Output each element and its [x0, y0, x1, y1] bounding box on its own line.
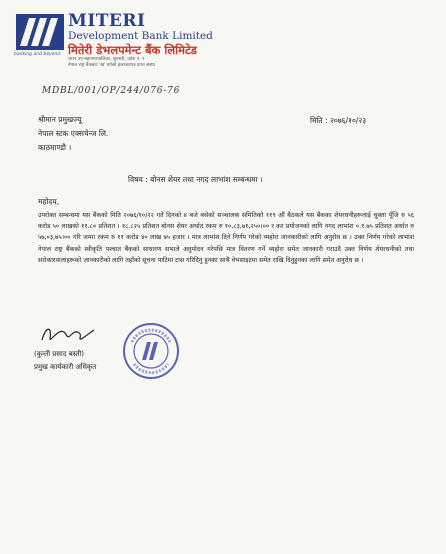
signer-title: प्रमुख कार्यकारी अधिकृत — [34, 363, 97, 371]
reference-number: MDBL/001/OP/244/076-76 — [42, 86, 181, 96]
addressee-line-3: काठमाण्डौ । — [38, 143, 72, 152]
letter-date: मिति : २०७६/१०/२३ — [310, 116, 367, 125]
bank-name-sub: Development Bank Limited — [68, 30, 213, 42]
addressee-line-2: नेपाल स्टक एक्सचेन्ज लि. — [38, 129, 109, 138]
bank-address-line-1: धरान उप-महानगरपालिका, सुनसरी, प्रदेश नं. १ — [68, 57, 145, 62]
signer-name: (कुन्ती प्रसाद बस्ती) — [34, 350, 85, 358]
letter-subject: विषय : बोनस शेयर तथा नगद लाभांश सम्बन्धमा । — [128, 175, 263, 184]
bank-address-line-2: नेपाल राष्ट्र बैंकबाट 'ख' वर्गको इजाजतपत्र प्राप्त संस्था — [68, 63, 155, 68]
addressee — [38, 113, 108, 155]
bank-logo-icon — [16, 14, 64, 50]
bank-stamp-icon — [122, 322, 180, 380]
letter-body: उपरोक्त सम्बन्धमा यस बैंकको मिति २०७६/१०/२२ गते दिनको ४ बजे बसेको सञ्चालक समितिको ११९ औं बैठकले यस बैंकका शेयरधनीहरूलाई चुक्ता पूँजि रु ५६ करोड ५० लाखको ११.८० प्रतिशत । १८.८२५ प्रतिशत बोनस शेयर अर्थात रकम रु १०,८३,७१,२५०।०० र कर प्रयोजनको लागि नगद लाभांश ०.१.७५ प्रतिशत अर्थात रु ५७,०३,७५।०० गरि जम्मा रकम रु ११ करोड ४० लाख ७५ हजार । मात्र लाभांश दिने निर्णय गरेको व्यहोरा जानकारीको लागि अनुरोध छ । उक्त निर्णय गरेको लाभांश नेपाल राष्ट्र बैंकको स्वीकृति पश्चात बैंकको साधारण सभाले अनुमोदन गरेपछि मात्र वितरण गर्ने व्यहोरा समेत जानकारी गराउदै उक्त निर्णय शेयरधनीको तथा सरोकारवालाहरूको जानकारीको लागि तहाँको सूचना पाटिमा टास गरिदिनु हुनका साथै वेभसाइटमा समेत राखि दिनुहुनका लागि समेत अनुरोध छ । — [38, 212, 414, 264]
letterhead — [68, 12, 213, 69]
signature-icon — [38, 320, 98, 348]
bank-tagline: banking and beyond — [14, 52, 61, 57]
bank-name-nepali: मितेरी डेभलपमेन्ट बैंक लिमिटेड — [68, 43, 197, 57]
addressee-line-1: श्रीमान प्रमुखज्यू — [38, 115, 82, 124]
bank-name: MITERI — [68, 11, 146, 31]
signer-block — [34, 348, 96, 374]
salutation: महोदय, — [38, 197, 60, 206]
